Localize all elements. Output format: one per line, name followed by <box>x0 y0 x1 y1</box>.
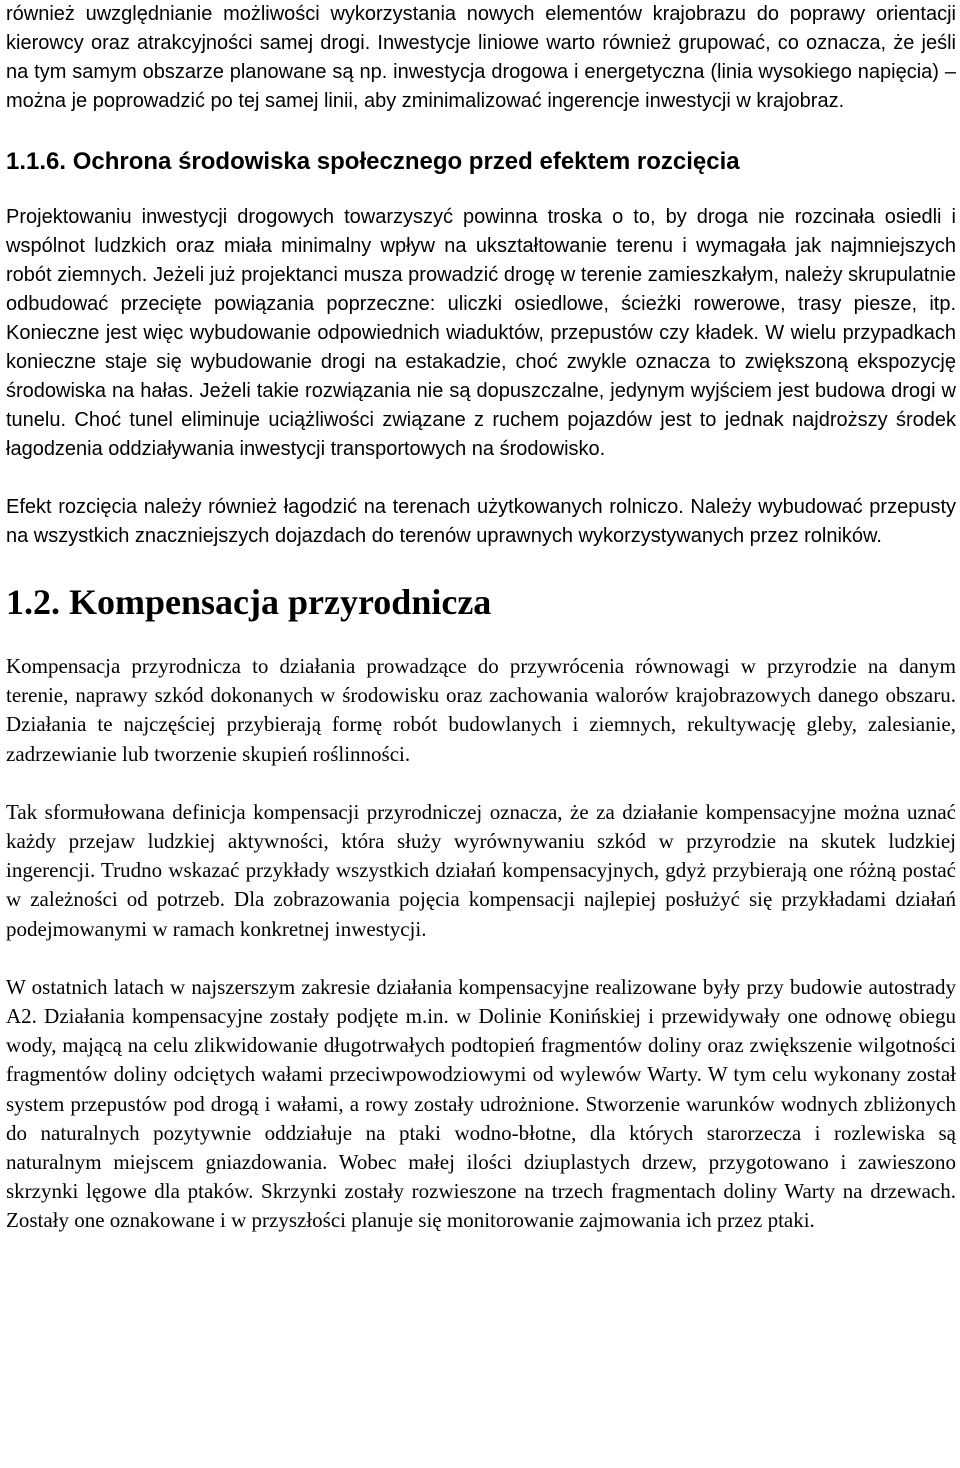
section-1-1-6-paragraph-2: Efekt rozcięcia należy również łagodzić na terenach użytkowanych rolniczo. Należy wybudować przepusty na wszystkich znaczniejszych dojazdach do terenów uprawnych wykorzystywanych przez rolników. <box>6 496 956 547</box>
section-1-2-paragraph-2: Tak sformułowana definicja kompensacji przyrodniczej oznacza, że za działanie kompensacyjne można uznać każdy przejaw ludzkiej aktywności, która służy wyrównywaniu szkód w przyrodzie na skutek ludzkiej ingerencji. Trudno wskazać przykłady wszystkich działań kompensacyjnych, gdyż przybierają one różną postać w zależności od potrzeb. Dla zobrazowania pojęcia kompensacji najlepiej posłużyć się przykładami działań podejmowanymi w ramach konkretnej inwestycji. <box>6 799 956 941</box>
section-heading-1-1-6: 1.1.6. Ochrona środowiska społecznego przed efektem rozcięcia <box>6 148 740 175</box>
section-heading-1-2: 1.2. Kompensacja przyrodnicza <box>6 582 492 622</box>
section-1-1-6-paragraph-1: Projektowaniu inwestycji drogowych towarzyszyć powinna troska o to, by droga nie rozcinała osiedli i wspólnot ludzkich oraz miała minimalny wpływ na ukształtowanie terenu i wymagała jak najmniejszych robót ziemnych. Jeżeli już projektanci musza prowadzić drogę w terenie zamieszkałym, należy skrupulatnie odbudować przecięte powiązania poprzeczne: uliczki osiedlowe, ścieżki rowerowe, trasy piesze, itp. Konieczne jest więc wybudowanie odpowiednich wiaduktów, przepustów czy kładek. W wielu przypadkach konieczne staje się wybudowanie drogi na estakadzie, choć zwykle oznacza to zwiększoną ekspozycję środowiska na hałas. Jeżeli takie rozwiązania nie są dopuszczalne, jedynym wyjściem jest budowa drogi w tunelu. Choć tunel eliminuje uciążliwości związane z ruchem pojazdów jest to jednak najdroższy środek łagodzenia oddziaływania inwestycji transportowych na środowisko. <box>6 206 956 460</box>
section-1-2-paragraph-3: W ostatnich latach w najszerszym zakresie działania kompensacyjne realizowane były przy budowie autostrady A2. Działania kompensacyjne zostały podjęte m.in. w Dolinie Konińskiej i przewidywały one odnowę obiegu wody, mającą na celu zlikwidowanie długotrwałych podtopień fragmentów doliny oraz zwiększenie wilgotności fragmentów doliny odciętych wałami przeciwpowodziowymi od wylewów Warty. W tym celu wykonany został system przepustów pod drogą i wałami, a rowy zostały udrożnione. Stworzenie warunków wodnych zbliżonych do naturalnych pozytywnie oddziałuje na ptaki wodno-błotne, dla których starorzecza i rozlewiska są naturalnym miejscem gniazdowania. Wobec małej ilości dziuplastych drzew, przygotowano i zawieszono skrzynki lęgowe dla ptaków. Skrzynki zostały rozwieszone na trzech fragmentach doliny Warty na drzewach. Zostały one oznakowane i w przyszłości planuje się monitorowanie zajmowania ich przez ptaki. <box>6 974 956 1233</box>
intro-paragraph: również uwzględnianie możliwości wykorzystania nowych elementów krajobrazu do poprawy orientacji kierowcy oraz atrakcyjności samej drogi. Inwestycje liniowe warto również grupować, co oznacza, że jeśli na tym samym obszarze planowane są np. inwestycja drogowa i energetyczna (linia wysokiego napięcia) – można je poprowadzić po tej samej linii, aby zminimalizować ingerencje inwestycji w krajobraz. <box>6 3 956 112</box>
document-page <box>6 0 956 1236</box>
section-1-2-paragraph-1: Kompensacja przyrodnicza to działania prowadzące do przywrócenia równowagi w przyrodzie na danym terenie, naprawy szkód dokonanych w środowisku oraz zachowania walorów krajobrazowych danego obszaru. Działania te najczęściej przybierają formę robót budowlanych i ziemnych, rekultywację gleby, zalesianie, zadrzewianie lub tworzenie skupień roślinności. <box>6 654 956 766</box>
